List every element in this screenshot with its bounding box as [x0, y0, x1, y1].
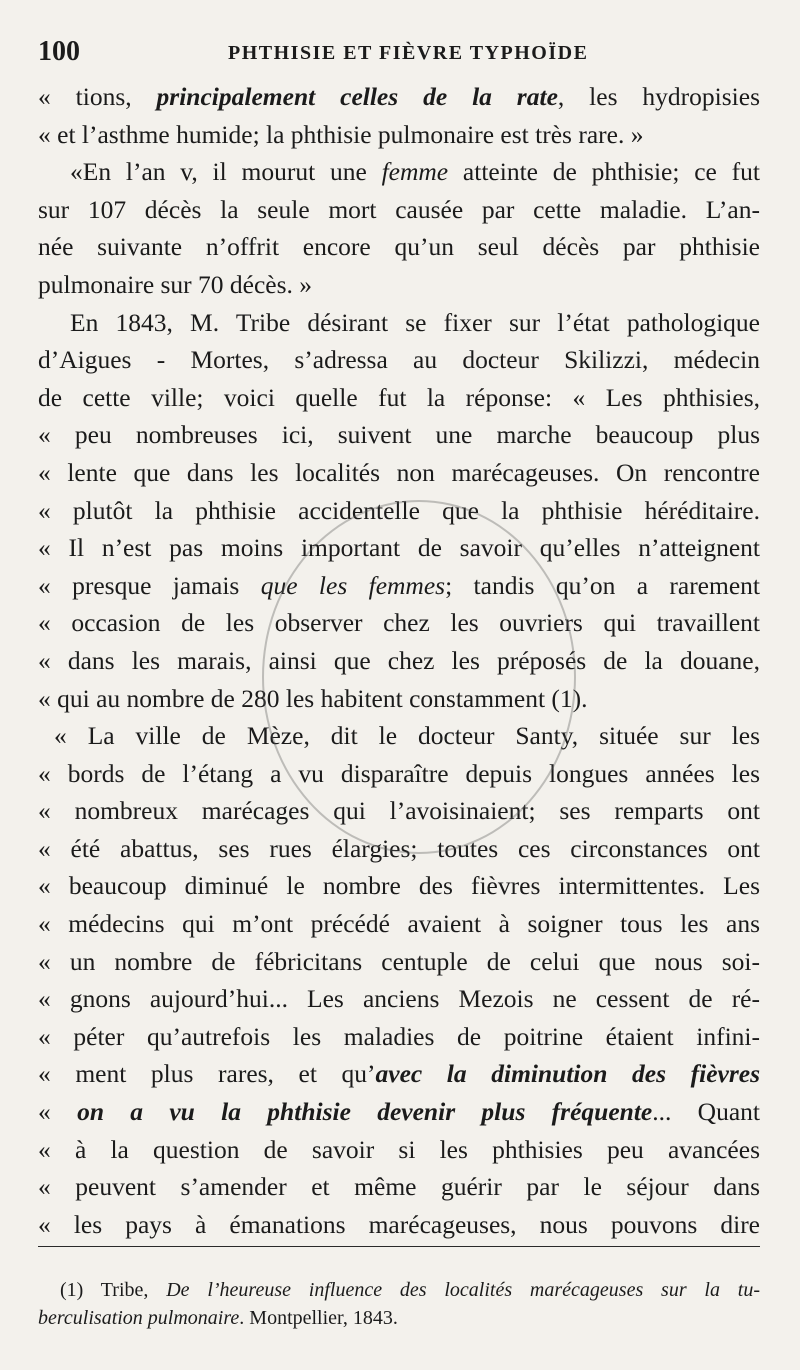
page-header — [38, 34, 768, 74]
footnote — [38, 1276, 760, 1332]
footnote-line: berculisation pulmonaire. Montpellier, 1843. — [38, 1307, 398, 1329]
text-line: « à la question de savoir si les phthisies peu avancées — [38, 1134, 760, 1164]
text-line: « et l’asthme humide; la phthisie pulmonaire est très rare. » — [38, 119, 644, 149]
text-line: née suivante n’offrit encore qu’un seul décès par phthisie — [38, 232, 760, 262]
text-line: « bords de l’étang a vu disparaître depuis longues années les — [38, 758, 760, 788]
running-title: PHTHISIE ET FIÈVRE TYPHOÏDE — [228, 42, 589, 64]
text-line: « été abattus, ses rues élargies; toutes ces circonstances ont — [38, 833, 760, 863]
page-number: 100 — [38, 36, 80, 67]
text-line: «En l’an v, il mourut une femme atteinte de phthisie; ce fut — [70, 157, 760, 187]
text-line: « ment plus rares, et qu’avec la diminution des fièvres — [38, 1059, 760, 1089]
text-line: « nombreux marécages qui l’avoisinaient; ses remparts ont — [38, 796, 760, 826]
text-line: En 1843, M. Tribe désirant se fixer sur l’état pathologique — [70, 307, 760, 337]
text-line: « tions, principalement celles de la rate, les hydropisies — [38, 82, 760, 111]
body-text — [38, 78, 760, 1243]
text-line: « un nombre de fébricitans centuple de celui que nous soi- — [38, 946, 760, 976]
text-line: « beaucoup diminué le nombre des fièvres intermittentes. Les — [38, 871, 760, 901]
text-line: « peu nombreuses ici, suivent une marche beaucoup plus — [38, 420, 760, 450]
text-line: « les pays à émanations marécageuses, nous pouvons dire — [38, 1209, 760, 1239]
text-line: pulmonaire sur 70 décès. » — [38, 269, 313, 299]
text-line: « lente que dans les localités non marécageuses. On rencontre — [38, 457, 760, 487]
text-line: sur 107 décès la seule mort causée par cette maladie. L’an- — [38, 194, 760, 224]
text-line: « La ville de Mèze, dit le docteur Santy, située sur les — [54, 721, 760, 751]
text-line: de cette ville; voici quelle fut la réponse: « Les phthisies, — [38, 382, 760, 412]
text-line: « péter qu’autrefois les maladies de poitrine étaient infini- — [38, 1021, 760, 1051]
text-line: « plutôt la phthisie accidentelle que la phthisie héréditaire. — [38, 495, 760, 525]
text-line: « presque jamais que les femmes; tandis qu’on a rarement — [38, 570, 760, 600]
text-line: « occasion de les observer chez les ouvriers qui travaillent — [38, 608, 760, 638]
footnote-rule — [38, 1246, 760, 1247]
text-line: « on a vu la phthisie devenir plus fréquente... Quant — [38, 1097, 760, 1127]
text-line: « médecins qui m’ont précédé avaient à soigner tous les ans — [38, 909, 760, 939]
footnote-line: (1) Tribe, De l’heureuse influence des localités marécageuses sur la tu- — [60, 1279, 760, 1301]
text-line: « qui au nombre de 280 les habitent constamment (1). — [38, 683, 588, 713]
text-line: « Il n’est pas moins important de savoir qu’elles n’atteignent — [38, 533, 760, 563]
text-line: d’Aigues - Mortes, s’adressa au docteur Skilizzi, médecin — [38, 345, 760, 375]
text-line: « gnons aujourd’hui... Les anciens Mezois ne cessent de ré- — [38, 984, 760, 1014]
text-line: « peuvent s’amender et même guérir par le séjour dans — [38, 1172, 760, 1202]
text-line: « dans les marais, ainsi que chez les préposés de la douane, — [38, 645, 760, 675]
